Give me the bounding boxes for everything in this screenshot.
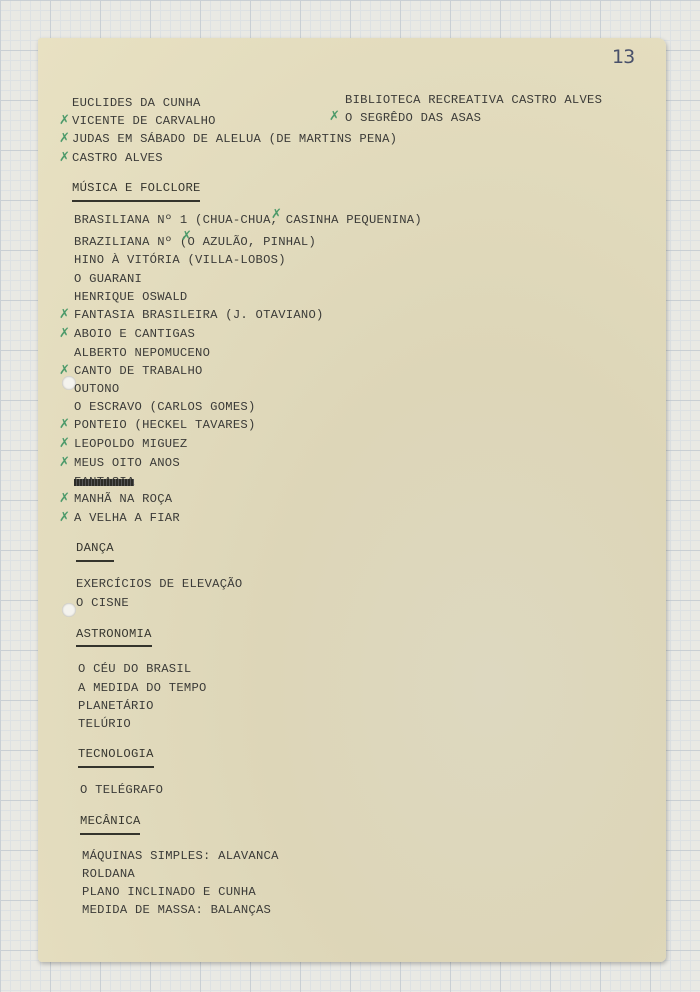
check-mark-icon [59, 327, 70, 340]
list-item: PLANETÁRIO [78, 699, 154, 713]
check-mark-icon [59, 418, 70, 431]
section-title-tecnologia: TECNOLOGIA [78, 747, 154, 761]
check-mark-icon [59, 151, 70, 164]
list-item: MEDIDA DE MASSA: BALANÇAS [82, 903, 272, 917]
list-item: MANHÃ NA ROÇA [74, 492, 173, 506]
section-underline [78, 766, 154, 768]
section-title-astronomia: ASTRONOMIA [76, 627, 152, 641]
section-title-mecanica: MECÂNICA [80, 814, 141, 828]
literature-item: CASTRO ALVES [72, 151, 163, 165]
list-item: PLANO INCLINADO E CUNHA [82, 885, 256, 899]
list-item: O CISNE [76, 596, 129, 610]
section-underline [76, 560, 114, 562]
literature-item: JUDAS EM SÁBADO DE ALELUA (DE MARTINS PENA) [72, 132, 398, 146]
list-item: ALBERTO NEPOMUCENO [74, 346, 211, 360]
list-item: MÁQUINAS SIMPLES: ALAVANCA [82, 849, 279, 863]
check-mark-icon [59, 511, 70, 524]
check-mark-icon [59, 114, 70, 127]
list-item: LEOPOLDO MIGUEZ [74, 437, 188, 451]
check-mark-icon [329, 110, 340, 123]
list-item: MEUS OITO ANOS [74, 456, 180, 470]
check-mark-icon [271, 208, 282, 221]
literature-item: EUCLIDES DA CUNHA [72, 96, 201, 110]
check-mark-icon [59, 132, 70, 145]
check-mark-icon [59, 364, 70, 377]
strikeout-overtype [74, 479, 134, 486]
section-title-musica: MÚSICA E FOLCLORE [72, 181, 201, 195]
list-item: BRAZILIANA Nº (O AZULÃO, PINHAL) [74, 235, 317, 249]
section-underline [80, 833, 140, 835]
page-number: 13 [612, 46, 635, 68]
list-item: O GUARANI [74, 272, 143, 286]
library-item: O SEGRÊDO DAS ASAS [345, 111, 482, 125]
list-item: HENRIQUE OSWALD [74, 290, 188, 304]
check-mark-icon [59, 492, 70, 505]
literature-item: VICENTE DE CARVALHO [72, 114, 216, 128]
check-mark-icon [59, 437, 70, 450]
section-underline [72, 200, 200, 202]
section-underline [76, 645, 152, 647]
library-title: BIBLIOTECA RECREATIVA CASTRO ALVES [345, 93, 603, 107]
list-item: TELÚRIO [78, 717, 131, 731]
list-item: ROLDANA [82, 867, 135, 881]
list-item: HINO À VITÓRIA (VILLA-LOBOS) [74, 253, 286, 267]
list-item: O TELÉGRAFO [80, 783, 164, 797]
list-item: A MEDIDA DO TEMPO [78, 681, 207, 695]
list-item: EXERCÍCIOS DE ELEVAÇÃO [76, 577, 243, 591]
list-item: O CÉU DO BRASIL [78, 662, 192, 676]
punch-hole [62, 603, 76, 617]
list-item: FANTASIA BRASILEIRA (J. OTAVIANO) [74, 308, 324, 322]
list-item: O ESCRAVO (CARLOS GOMES) [74, 400, 256, 414]
list-item: PONTEIO (HECKEL TAVARES) [74, 418, 256, 432]
check-mark-icon [181, 230, 192, 243]
check-mark-icon [59, 308, 70, 321]
list-item: BRASILIANA Nº 1 (CHUA-CHUA, CASINHA PEQUENINA) [74, 213, 422, 227]
list-item: ABOIO E CANTIGAS [74, 327, 196, 341]
list-item: A VELHA A FIAR [74, 511, 180, 525]
list-item: OUTONO [74, 382, 120, 396]
section-title-danca: DANÇA [76, 541, 114, 555]
check-mark-icon [59, 456, 70, 469]
list-item: CANTO DE TRABALHO [74, 364, 203, 378]
